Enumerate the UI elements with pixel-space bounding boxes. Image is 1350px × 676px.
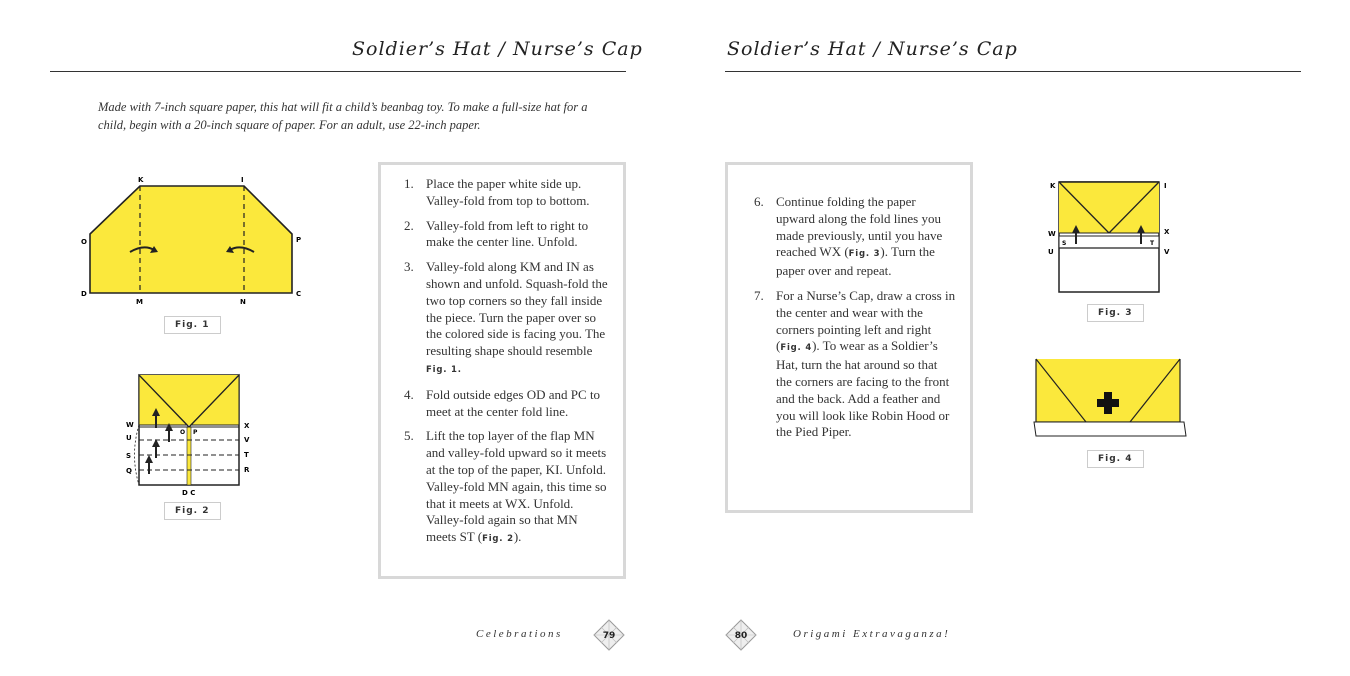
figure-reference: Fig. 2	[482, 534, 514, 545]
fig2-label-x: X	[244, 422, 250, 430]
fig2-label-w: W	[126, 421, 134, 429]
fig1-label-i: I	[241, 176, 244, 184]
fig2-label-u: U	[126, 434, 132, 442]
left-instructions-box	[378, 162, 626, 579]
step-text: Place the paper white side up. Valley-fold from top to bottom.	[426, 176, 590, 208]
step-number: 5.	[404, 428, 414, 444]
step-number: 6.	[754, 194, 764, 209]
fig2-label-q: Q	[126, 467, 132, 475]
left-footer-title: Celebrations	[476, 628, 563, 640]
step-text: For a Nurse’s Cap, draw a cross in the center and wear with the corners pointing left and right (	[776, 287, 956, 354]
fig1-label-k: K	[138, 176, 144, 184]
figure-1-diagram	[78, 172, 308, 307]
step-number: 7.	[754, 287, 764, 303]
right-page-header: Soldier’s Hat / Nurse’s Cap	[727, 38, 1018, 60]
step-text: Valley-fold along KM and IN as shown and unfold. Squash-fold the two top corners so they fall inside the piece. Turn the paper over so the colored side is facing you. The resulting shape should resemble	[426, 259, 608, 359]
right-instructions-box	[725, 162, 973, 513]
step-text: Lift the top layer of the flap MN and valley-fold upward so it meets at the top of the paper, KI. Unfold. Valley-fold MN again, this time so that it meets at WX. Unfold. Valley-fold again so that MN meets ST (	[426, 428, 607, 545]
figure-3-caption: Fig. 3	[1087, 304, 1144, 322]
fig1-label-c: C	[296, 290, 302, 298]
page-number-badge-79	[593, 619, 625, 651]
fig1-label-d: D	[81, 290, 87, 298]
fig3-label-k: K	[1050, 182, 1056, 190]
step-5	[404, 428, 609, 548]
step-4	[404, 387, 609, 421]
step-3	[404, 259, 609, 379]
step-number: 3.	[404, 259, 414, 275]
intro-paragraph: Made with 7-inch square paper, this hat will fit a child’s beanbag toy. To make a full-size hat for a child, begin with a 20-inch square of paper. For an adult, use 22-inch paper.	[98, 100, 588, 132]
fig3-label-v: V	[1164, 248, 1170, 256]
fig3-label-t: T	[1150, 240, 1155, 247]
step-text: Fold outside edges OD and PC to meet at the center fold line.	[426, 386, 601, 419]
right-header-rule	[725, 71, 1301, 72]
figure-1-caption: Fig. 1	[164, 316, 221, 334]
step-text-end: ). To wear as a Soldier’s Hat, turn the hat around so that the corners are facing to the front and the back. Add a feather and you will look like Robin Hood or the Pied Piper.	[776, 338, 950, 440]
figure-3-diagram	[1044, 176, 1174, 298]
page-number-badge-80	[725, 619, 757, 651]
step-text-end: ). Turn the paper over and repeat.	[776, 244, 935, 279]
fig3-label-u: U	[1048, 248, 1054, 256]
step-7	[754, 288, 956, 441]
step-number: 1.	[404, 176, 414, 191]
fig3-label-w: W	[1048, 230, 1056, 238]
fig2-label-p: P	[193, 429, 198, 436]
fig2-label-o: O	[180, 429, 186, 436]
fig2-label-v: V	[244, 436, 250, 444]
left-steps-list	[404, 176, 609, 548]
page-number: 79	[602, 631, 616, 641]
fig3-label-s: S	[1062, 240, 1067, 247]
fig3-label-x: X	[1164, 228, 1170, 236]
right-steps-list	[754, 194, 956, 441]
fig1-label-n: N	[240, 298, 246, 306]
figure-2-caption: Fig. 2	[164, 502, 221, 520]
fig2-label-r: R	[244, 466, 250, 474]
step-number: 2.	[404, 217, 414, 233]
fig1-label-o: O	[81, 238, 87, 246]
right-footer-title: Origami Extravaganza!	[793, 628, 951, 640]
fig2-label-t: T	[244, 451, 249, 459]
fig1-label-m: M	[136, 298, 143, 306]
fig1-label-p: P	[296, 236, 302, 244]
step-number: 4.	[404, 386, 414, 402]
figure-4-diagram	[1030, 354, 1190, 440]
figure-4-caption: Fig. 4	[1087, 450, 1144, 468]
step-1	[404, 176, 609, 210]
step-text-end: ).	[513, 529, 522, 545]
step-text: Valley-fold from left to right to make the center line. Unfold.	[426, 217, 589, 250]
step-6	[754, 194, 956, 280]
fig2-label-s: S	[126, 452, 132, 460]
figure-2-diagram	[118, 370, 258, 500]
step-text: Continue folding the paper upward along the fold lines you made previously, until you have reached WX (	[776, 194, 943, 260]
figure-reference: Fig. 1.	[426, 364, 462, 375]
step-2	[404, 218, 609, 252]
fig2-label-dc: D C	[182, 489, 196, 497]
figure-reference: Fig. 4	[780, 343, 813, 354]
page-number: 80	[734, 631, 748, 641]
left-header-rule	[50, 71, 626, 72]
figure-reference: Fig. 3	[848, 249, 881, 260]
fig3-label-i: I	[1164, 182, 1167, 190]
left-page-header: Soldier’s Hat / Nurse’s Cap	[352, 38, 643, 60]
